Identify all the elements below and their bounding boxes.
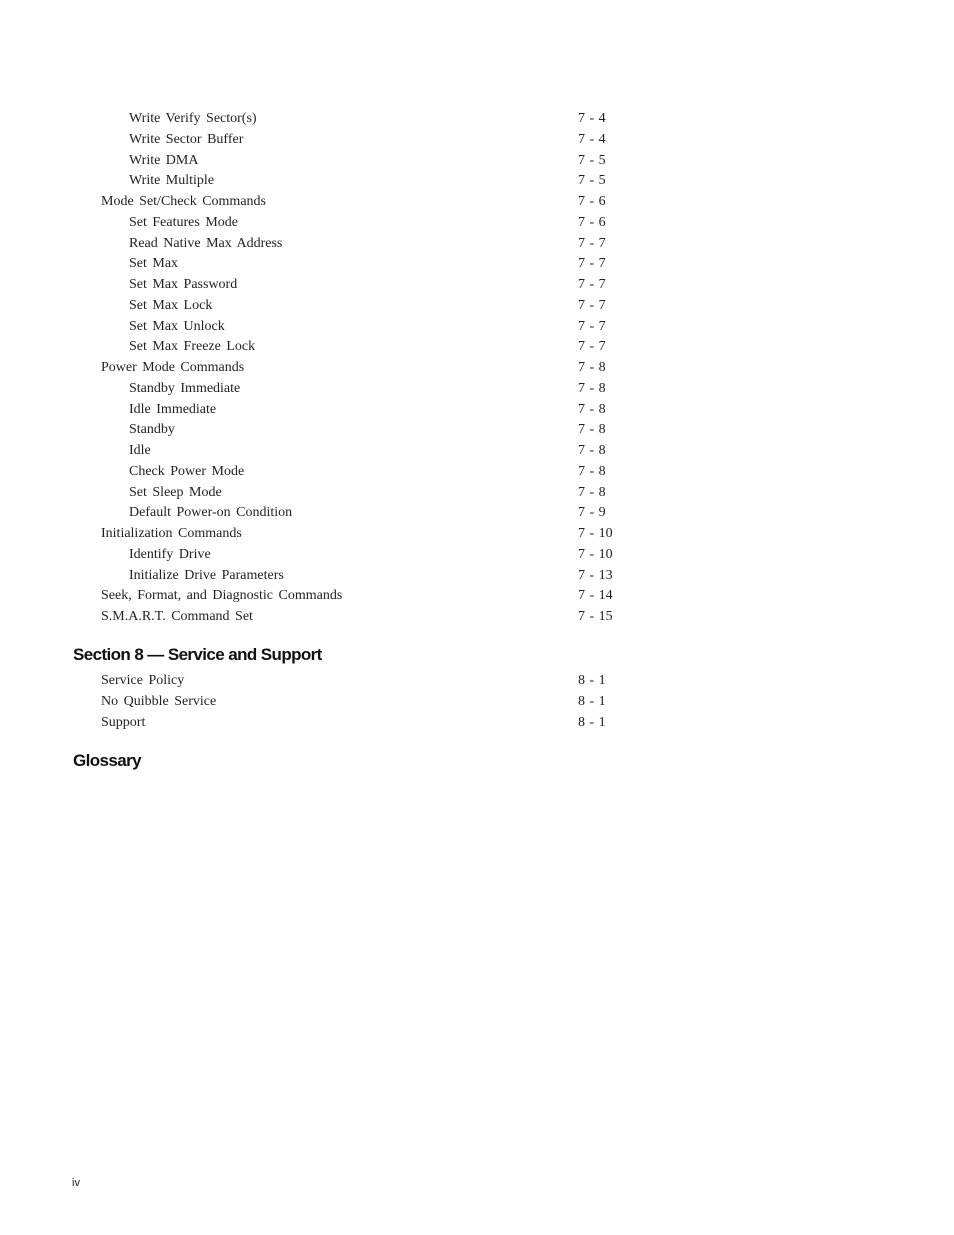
section-8-heading[interactable]: Section 8 — Service and Support: [73, 645, 322, 664]
toc-entry-page: 7 - 13: [578, 567, 613, 583]
toc-entry-label: Set Max Password: [129, 277, 238, 292]
glossary-heading[interactable]: Glossary: [73, 751, 141, 770]
toc-entry-label: Service Policy: [101, 673, 185, 688]
toc-entry[interactable]: [0, 213, 954, 234]
toc-entry-label: Initialize Drive Parameters: [129, 567, 284, 583]
toc-entry[interactable]: [0, 503, 954, 524]
toc-entry[interactable]: [0, 566, 954, 587]
toc-entry-page: 7 - 5: [578, 173, 606, 189]
toc-entry-label: Power Mode Commands: [101, 360, 245, 375]
toc-entry-label: Write Sector Buffer: [129, 131, 244, 147]
toc-entry[interactable]: [0, 317, 954, 338]
toc-entry-label: Idle: [129, 443, 151, 458]
toc-entry-page: 7 - 7: [578, 318, 606, 334]
toc-entry-label: Standby: [129, 422, 175, 438]
toc-entry-label: Idle Immediate: [129, 401, 217, 417]
toc-entry-label: Read Native Max Address: [129, 235, 283, 251]
toc-entry-page: 7 - 7: [578, 235, 606, 251]
toc-entry-page: 8 - 1: [578, 693, 606, 709]
toc-entry-label: Standby Immediate: [129, 380, 241, 396]
toc-entry-page: 7 - 10: [578, 526, 613, 541]
toc-entry-label: Check Power Mode: [129, 463, 245, 479]
toc-entry-page: 7 - 7: [578, 339, 606, 355]
toc-entry[interactable]: [0, 379, 954, 400]
page-number: iv: [72, 1177, 80, 1189]
toc-entry-label: Set Max: [129, 256, 179, 272]
toc-entry[interactable]: [0, 275, 954, 296]
toc-entry-label: Set Max Freeze Lock: [129, 339, 256, 355]
toc-entry-page: 7 - 4: [578, 131, 606, 147]
toc-entry-page: 7 - 8: [578, 360, 606, 375]
toc-entry-label: Set Features Mode: [129, 214, 238, 230]
toc-entry[interactable]: [0, 109, 954, 130]
toc-entry[interactable]: [0, 254, 954, 275]
toc-entry-label: Set Max Lock: [129, 297, 213, 313]
toc-entry[interactable]: [0, 692, 954, 713]
toc-entry-page: 7 - 6: [578, 194, 606, 209]
toc-entry-page: 7 - 15: [578, 609, 613, 624]
toc-entry[interactable]: [0, 358, 954, 379]
toc-entry-page: 7 - 6: [578, 214, 606, 230]
toc-entry-page: 7 - 9: [578, 505, 606, 521]
toc-entry-page: 7 - 8: [578, 484, 606, 500]
toc-entry-label: Set Sleep Mode: [129, 484, 222, 500]
toc-entry[interactable]: [0, 337, 954, 358]
toc-entry-label: S.M.A.R.T. Command Set: [101, 609, 253, 624]
toc-entry[interactable]: [0, 151, 954, 172]
toc-entry[interactable]: [0, 192, 954, 213]
toc-entry[interactable]: [0, 545, 954, 566]
toc-entry-page: 8 - 1: [578, 714, 606, 730]
toc-entry-label: Mode Set/Check Commands: [101, 194, 266, 209]
toc-entry[interactable]: [0, 586, 954, 607]
toc-entry-page: 7 - 5: [578, 152, 606, 168]
toc-entry-label: Write Multiple: [129, 173, 215, 189]
toc-entry-label: Write DMA: [129, 152, 199, 168]
toc-entry[interactable]: [0, 130, 954, 151]
toc-entry[interactable]: [0, 671, 954, 692]
toc-entry-label: No Quibble Service: [101, 693, 217, 709]
toc-entry-label: Default Power-on Condition: [129, 505, 293, 521]
toc-entry-page: 7 - 7: [578, 297, 606, 313]
toc-entry[interactable]: [0, 400, 954, 421]
toc-entry[interactable]: [0, 713, 954, 734]
toc-entry-page: 7 - 7: [578, 256, 606, 272]
section-8-list: [0, 671, 954, 733]
toc-entry-page: 7 - 10: [578, 546, 613, 562]
toc-entry-label: Identify Drive: [129, 546, 211, 562]
toc-entry[interactable]: [0, 296, 954, 317]
toc-entry-page: 7 - 8: [578, 443, 606, 458]
toc-entry[interactable]: [0, 441, 954, 462]
toc-entry[interactable]: [0, 420, 954, 441]
toc-entry-page: 7 - 14: [578, 588, 613, 604]
toc-entry-page: 7 - 8: [578, 422, 606, 438]
toc-entry-label: Set Max Unlock: [129, 318, 225, 334]
toc-entry[interactable]: [0, 462, 954, 483]
toc-entry[interactable]: [0, 234, 954, 255]
toc-entry-page: 7 - 8: [578, 463, 606, 479]
toc-entry-page: 7 - 8: [578, 380, 606, 396]
toc-entry-page: 8 - 1: [578, 673, 606, 688]
toc-entry-label: Write Verify Sector(s): [129, 111, 257, 126]
toc-entry[interactable]: [0, 607, 954, 628]
toc-entry-page: 7 - 7: [578, 277, 606, 292]
toc-list: [0, 109, 954, 628]
toc-entry-label: Seek, Format, and Diagnostic Commands: [101, 588, 343, 604]
toc-entry-label: Support: [101, 714, 146, 730]
toc-entry[interactable]: [0, 483, 954, 504]
toc-entry[interactable]: [0, 171, 954, 192]
toc-entry-page: 7 - 4: [578, 111, 606, 126]
toc-entry-label: Initialization Commands: [101, 526, 242, 541]
toc-entry[interactable]: [0, 524, 954, 545]
toc-entry-page: 7 - 8: [578, 401, 606, 417]
